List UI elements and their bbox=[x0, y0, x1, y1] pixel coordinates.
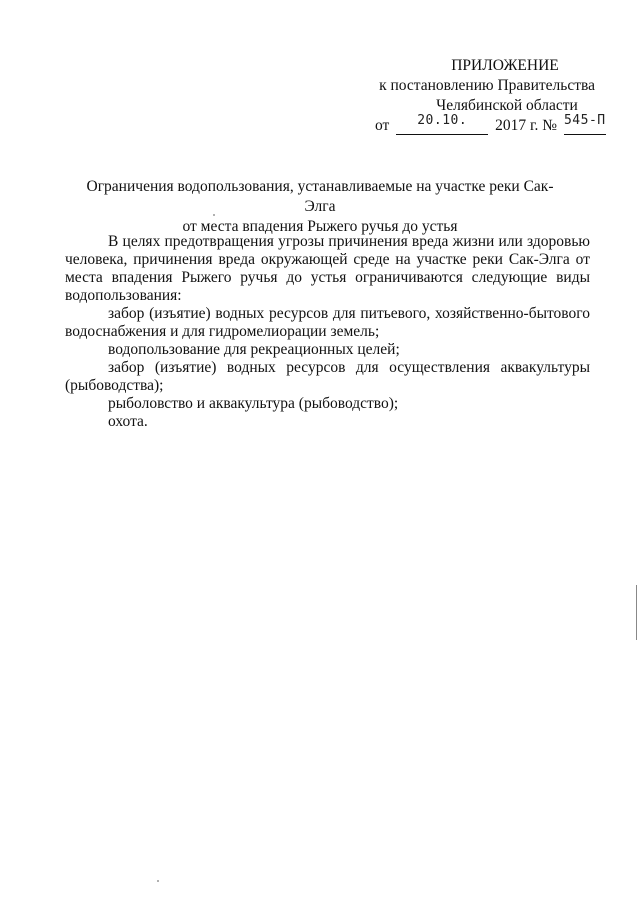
heading-line-2: от места впадения Рыжего ручья до устья bbox=[182, 218, 458, 235]
date-prefix: от bbox=[375, 117, 390, 134]
appendix-resolution-line: к постановлению Правительства bbox=[379, 77, 595, 94]
list-item: забор (изъятие) водных ресурсов для осуществления аквакультуры (рыбоводства); bbox=[65, 359, 590, 394]
number-field bbox=[563, 113, 606, 135]
number-value: 545-П bbox=[563, 113, 606, 128]
scan-speck bbox=[213, 214, 215, 216]
document-body bbox=[65, 233, 590, 431]
document-heading bbox=[80, 177, 560, 237]
date-field bbox=[396, 113, 488, 135]
appendix-title: ПРИЛОЖЕНИЕ bbox=[451, 57, 559, 74]
list-item: забор (изъятие) водных ресурсов для питьевого, хозяйственно-бытового водоснабжения и для гидромелиорации земель; bbox=[65, 305, 590, 340]
list-item: рыболовство и аквакультура (рыбоводство); bbox=[108, 395, 399, 412]
heading-line-1: Ограничения водопользования, устанавливаемые на участке реки Сак-Элга bbox=[86, 178, 554, 215]
appendix-block bbox=[375, 56, 606, 136]
list-item: водопользование для рекреационных целей; bbox=[108, 341, 400, 358]
list-item: охота. bbox=[108, 413, 148, 430]
scan-speck bbox=[157, 880, 159, 882]
appendix-region-line: Челябинской области bbox=[436, 97, 578, 114]
date-value: 20.10. bbox=[417, 113, 468, 128]
intro-paragraph: В целях предотвращения угрозы причинения вреда жизни или здоровью человека, причинения вреда окружающей среде на участке реки Сак-Элга от места впадения Рыжего ручья до устья ограничиваются следующие виды водопользования: bbox=[65, 233, 590, 304]
scan-edge-mark bbox=[636, 585, 637, 640]
appendix-date-line bbox=[375, 113, 606, 136]
year-text: 2017 г. № bbox=[495, 117, 558, 134]
